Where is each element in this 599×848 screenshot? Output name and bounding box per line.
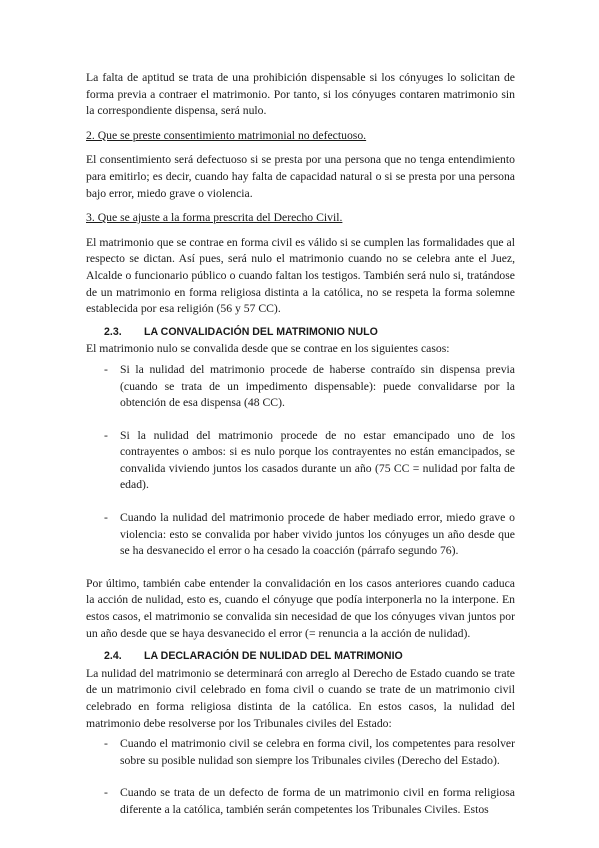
bullet-dash: - <box>104 511 108 525</box>
list-item: - Si la nulidad del matrimonio procede de no estar emancipado uno de los contrayentes o ambos: si es nulo porque los contrayentes no están emancipados, se convalida viviendo juntos los casados durante un año (75 CC = nulidad por falta de edad). <box>104 428 515 492</box>
section-heading-2-4 <box>86 648 515 665</box>
section-title: LA DECLARACIÓN DE NULIDAD DEL MATRIMONIO <box>144 650 403 663</box>
declaracion-list <box>86 736 515 818</box>
list-item: - Si la nulidad del matrimonio procede de haberse contraído sin dispensa previa (cuando se trata de un impedimento dispensable): puede convalidarse por la obtención de esa dispensa (48 CC). <box>104 362 515 410</box>
bullet-dash: - <box>104 362 108 376</box>
subheading-forma: 3. Que se ajuste a la forma prescrita del Derecho Civil. <box>86 211 343 225</box>
paragraph-consentimiento: El consentimiento será defectuoso si se presta por una persona que no tenga entendimiento para emitirlo; es decir, cuando hay falta de capacidad natural o si se presta por una persona bajo error, miedo grave o violencia. <box>86 153 515 200</box>
section-number: 2.4. <box>104 650 122 663</box>
bullet-dash: - <box>104 428 108 442</box>
paragraph-convalidacion-cierre: Por último, también cabe entender la convalidación en los casos anteriores cuando caduca la acción de nulidad, esto es, cuando el cónyuge que podía interponerla no la interpone. En estos casos, el matrimonio se convalida sin necesidad de que los cónyuges vivan juntos por un año desde que se haya desvanecido el error (= renuncia a la acción de nulidad). <box>86 576 515 640</box>
list-item: - Cuando el matrimonio civil se celebra en forma civil, los competentes para resolver sobre su posible nulidad son siempre los Tribunales civiles (Derecho del Estado). <box>104 737 515 767</box>
list-item: - Cuando la nulidad del matrimonio procede de haber mediado error, miedo grave o violencia: esto se convalida por haber vivido juntos los cónyuges un año desde que se ha desvanecido el error o ha cesado la coacción (párrafo segundo 76). <box>104 511 515 558</box>
section-heading-2-3 <box>86 324 515 341</box>
paragraph-declaracion-intro: La nulidad del matrimonio se determinará con arreglo al Derecho de Estado cuando se trate de un matrimonio civil celebrado en foma civil o cuando se trate de un matrimonio civil celebrado en forma religiosa distinta de la católica. En estos casos, la nulidad del matrimonio debe resolverse por los Tribunales civiles del Estado: <box>86 666 515 730</box>
section-title: LA CONVALIDACIÓN DEL MATRIMONIO NULO <box>144 325 378 338</box>
convalidacion-list <box>86 362 515 560</box>
paragraph-forma: El matrimonio que se contrae en forma civil es válido si se cumplen las formalidades que al respecto se dictan. Así pues, será nulo el matrimonio cuando no se celebra ante el Juez, Alcalde o funcionario público o cuando faltan los testigos. También será nulo si, tratándose de un matrimonio en forma religiosa distinta a la católica, no se respeta la forma solemne establecida por esa religión (56 y 57 CC). <box>86 235 515 316</box>
section-number: 2.3. <box>104 325 122 338</box>
paragraph-convalidacion-intro: El matrimonio nulo se convalida desde que se contrae en los siguientes casos: <box>86 342 450 356</box>
list-item: - Cuando se trata de un defecto de forma de un matrimonio civil en forma religiosa diferente a la católica, también serán competentes los Tribunales Civiles. Estos <box>104 786 515 816</box>
paragraph-aptitud: La falta de aptitud se trata de una prohibición dispensable si los cónyuges lo solicitan de forma previa a contraer el matrimonio. Por tanto, si los cónyuges contaren matrimonio sin la correspondiente dispensa, será nulo. <box>86 71 515 118</box>
bullet-dash: - <box>104 786 108 800</box>
subheading-consentimiento: 2. Que se preste consentimiento matrimonial no defectuoso. <box>86 128 367 142</box>
bullet-dash: - <box>104 737 108 751</box>
